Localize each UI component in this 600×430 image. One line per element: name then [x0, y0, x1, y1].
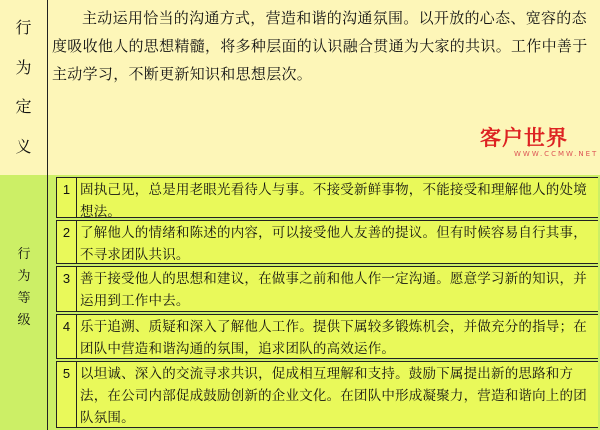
levels-label-char: 行 [17, 247, 31, 262]
level-description: 以坦诚、深入的交流寻求共识，促成相互理解和支持。鼓励下属提出新的思路和方法，在公司内部促成鼓励创新的企业文化。在团队中形成凝聚力，营造和谐向上的团队氛围。 [80, 366, 587, 426]
level-number: 2 [57, 221, 77, 263]
level-number: 5 [57, 362, 77, 427]
levels-label-char: 等 [17, 291, 31, 306]
level-row [56, 361, 598, 428]
definition-text-block [52, 4, 598, 88]
level-row [56, 220, 598, 264]
level-description: 乐于追溯、质疑和深入了解他人工作。提供下属较多锻炼机会，并做充分的指导；在团队中营造和谐沟通的氛围，追求团队的高效运作。 [80, 319, 587, 357]
definition-label-char: 为 [15, 57, 32, 77]
level-description: 固执己见，总是用老眼光看待人与事。不接受新鲜事物，不能接受和理解他人的处境想法。 [80, 182, 587, 220]
levels-label-char: 级 [17, 313, 31, 328]
level-number: 1 [57, 178, 77, 217]
level-row [56, 314, 598, 359]
logo-text: 客户世界 [480, 126, 568, 150]
level-description: 善于接受他人的思想和建议，在做事之前和他人作一定沟通。愿意学习新的知识，并运用到工作中去。 [80, 271, 587, 309]
level-description: 了解他人的情绪和陈述的内容，可以接受他人友善的提议。但有时候容易自行其事，不寻求团队共识。 [80, 225, 587, 263]
definition-label [0, 0, 48, 175]
level-row [56, 177, 598, 218]
definition-label-char: 定 [15, 97, 32, 117]
definition-section [0, 0, 600, 175]
levels-label [0, 175, 48, 430]
brand-logo [480, 126, 598, 170]
definition-label-char: 义 [15, 137, 32, 157]
logo-url: WWW.CCMW.NET [514, 150, 599, 158]
level-number: 4 [57, 315, 77, 358]
level-number: 3 [57, 267, 77, 311]
levels-label-char: 为 [17, 269, 31, 284]
levels-section [0, 175, 600, 430]
definition-text: 主动运用恰当的沟通方式，营造和谐的沟通氛围。以开放的心态、宽容的态度吸收他人的思想精髓，将多种层面的认识融合贯通为大家的共识。工作中善于主动学习，不断更新知识和思想层次。 [52, 9, 588, 83]
level-row [56, 266, 598, 312]
definition-label-char: 行 [15, 17, 32, 37]
